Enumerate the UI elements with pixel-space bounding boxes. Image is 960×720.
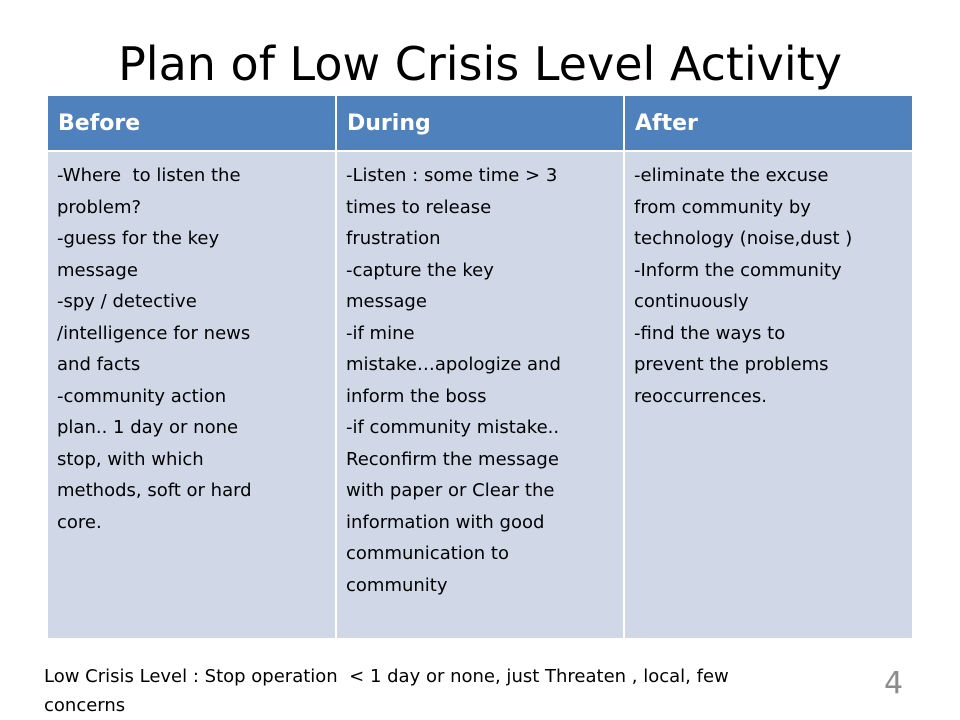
cell-line: -eliminate the excuse — [634, 165, 829, 186]
cell-line: -Inform the community — [634, 259, 842, 281]
cell-line: problem? — [57, 196, 142, 218]
cell-line: message — [57, 259, 138, 281]
cell-line: /intelligence for news — [57, 322, 251, 344]
footnote-line: concerns — [44, 695, 126, 716]
cell-line: continuously — [634, 291, 749, 312]
cell-line: information with good — [346, 511, 545, 533]
slide-title: Plan of Low Crisis Level Activity — [118, 37, 842, 91]
cell-line: with paper or Clear the — [346, 480, 555, 501]
cell-line: mistake…apologize and — [346, 354, 561, 375]
cell-line: times to release — [346, 196, 492, 218]
cell-line: -capture the key — [346, 259, 494, 281]
cell-line: methods, soft or hard — [57, 480, 252, 501]
cell-line: -spy / detective — [57, 291, 197, 312]
header-before: Before — [48, 96, 336, 151]
footnote — [44, 662, 864, 720]
cell-line: plan.. 1 day or none — [57, 417, 239, 438]
cell-line: Reconfirm the message — [346, 448, 559, 470]
header-during: During — [336, 96, 624, 151]
before-cell — [48, 151, 336, 638]
cell-line: -find the ways to — [634, 322, 786, 344]
cell-line: -community action — [57, 385, 227, 407]
cell-line: inform the boss — [346, 385, 487, 407]
cell-line: message — [346, 291, 427, 312]
table-header-row — [48, 96, 912, 151]
cell-line: from community by — [634, 196, 811, 218]
cell-line: frustration — [346, 228, 441, 249]
page-number: 4 — [884, 666, 904, 701]
cell-line: stop, with which — [57, 448, 204, 470]
cell-line: communication to — [346, 543, 509, 564]
cell-line: core. — [57, 511, 102, 533]
plan-table — [48, 96, 912, 638]
footnote-line: Low Crisis Level : Stop operation < 1 day or none, just Threaten , local, few — [44, 666, 729, 687]
cell-line: -if community mistake.. — [346, 417, 560, 438]
after-cell — [624, 151, 912, 638]
cell-line: -if mine — [346, 322, 415, 344]
cell-line: prevent the problems — [634, 354, 829, 375]
cell-line: community — [346, 574, 448, 596]
during-cell — [336, 151, 624, 638]
table-row — [48, 151, 912, 638]
cell-line: and facts — [57, 354, 141, 375]
cell-line: -Listen : some time > 3 — [346, 165, 558, 186]
cell-line: technology (noise,dust ) — [634, 228, 853, 249]
cell-line: -guess for the key — [57, 228, 220, 249]
cell-line: reoccurrences. — [634, 385, 767, 407]
header-after: After — [624, 96, 912, 151]
cell-line: -Where to listen the — [57, 165, 241, 186]
